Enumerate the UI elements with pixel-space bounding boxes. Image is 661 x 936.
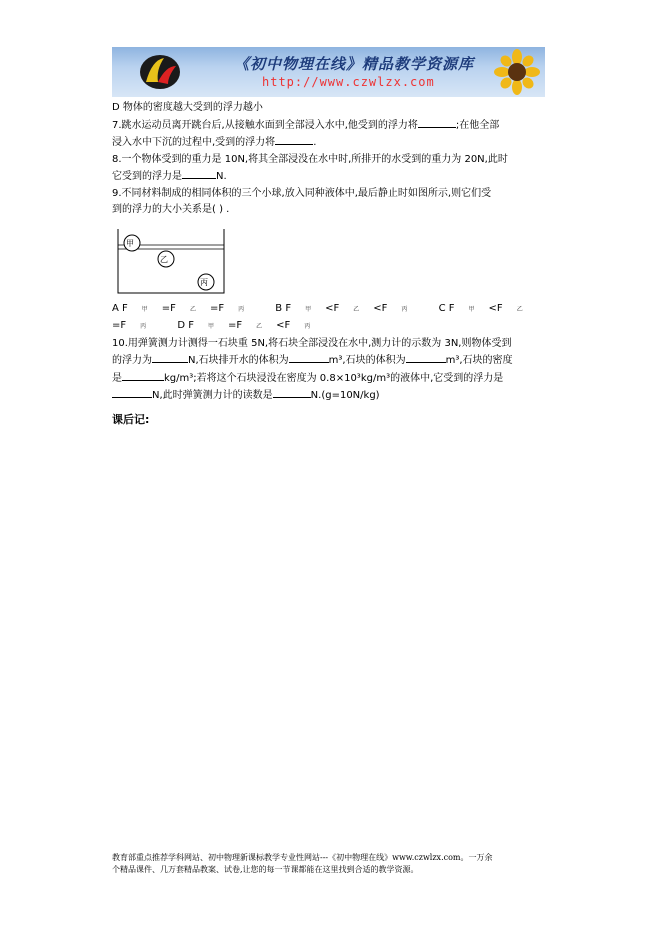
question-7: 7.跳水运动员离开跳台后,从接触水面到全部浸入水中,他受到的浮力将 ;在他全部 浸入水中下沉的过程中,受到的浮力将 .	[112, 117, 552, 152]
banner-title: 《初中物理在线》精品教学资源库	[234, 55, 475, 73]
answer-blank[interactable]	[122, 370, 164, 381]
question-9-options	[112, 301, 552, 336]
ball-bing-label: 丙	[200, 277, 208, 287]
option-a[interactable]: A F 甲 =F 乙 =F 丙	[112, 302, 245, 314]
page-footer	[112, 852, 552, 876]
banner-url[interactable]: http://www.czwlzx.com	[262, 75, 435, 89]
ball-yi-label: 乙	[160, 254, 168, 264]
site-logo-icon	[138, 52, 182, 92]
question-10: 10.用弹簧测力计测得一石块重 5N,将石块全部浸没在水中,测力计的示数为 3N,则物体受到 的浮力为 N,石块排开水的体积为 m³,石块的体积为 m³,石块的密度 是 kg/m³;若将这个石块浸没在密度为 0.8×10³kg/m³的液体中,它受到的浮力是 N,此时弹簧测力计的读数是 N.(g=10N/kg)	[112, 337, 513, 401]
option-d[interactable]: D F 甲 =F 乙 <F 丙	[177, 320, 311, 331]
answer-blank[interactable]	[418, 117, 456, 128]
ball-jia-label: 甲	[126, 238, 134, 248]
answer-blank[interactable]	[406, 352, 446, 363]
option-b[interactable]: B F 甲 <F 乙 <F 丙	[275, 302, 408, 314]
answer-blank[interactable]	[289, 352, 329, 363]
answer-blank[interactable]	[182, 168, 216, 179]
option-d-line: D 物体的密度越大受到的浮力越小	[112, 102, 263, 113]
after-class-notes-heading: 课后记:	[112, 413, 150, 426]
sunflower-icon	[492, 49, 542, 95]
footer-line-1: 教育部重点推荐学科网站、初中物理新课标教学专业性网站---《初中物理在线》www.czwlzx.com。一万余	[112, 853, 493, 862]
question-8: 8.一个物体受到的重力是 10N,将其全部浸没在水中时,所排开的水受到的重力为 20N,此时 它受到的浮力是 N.	[112, 153, 508, 182]
footer-line-2: 个精品课件、几万套精品教案、试卷,让您的每一节课都能在这里找到合适的教学资源。	[112, 865, 419, 874]
question-content	[112, 100, 552, 405]
header-banner	[112, 47, 545, 97]
answer-blank[interactable]	[112, 387, 152, 398]
answer-blank[interactable]	[273, 387, 311, 398]
answer-blank[interactable]	[275, 134, 313, 145]
option-c[interactable]: C F 甲 <F 乙=F 丙	[112, 302, 523, 331]
answer-blank[interactable]	[152, 352, 188, 363]
question-9: 9.不同材料制成的相同体积的三个小球,放入同种液体中,最后静止时如图所示,则它们受 到的浮力的大小关系是( ) .	[112, 187, 492, 215]
balls-in-liquid-figure	[116, 227, 226, 295]
